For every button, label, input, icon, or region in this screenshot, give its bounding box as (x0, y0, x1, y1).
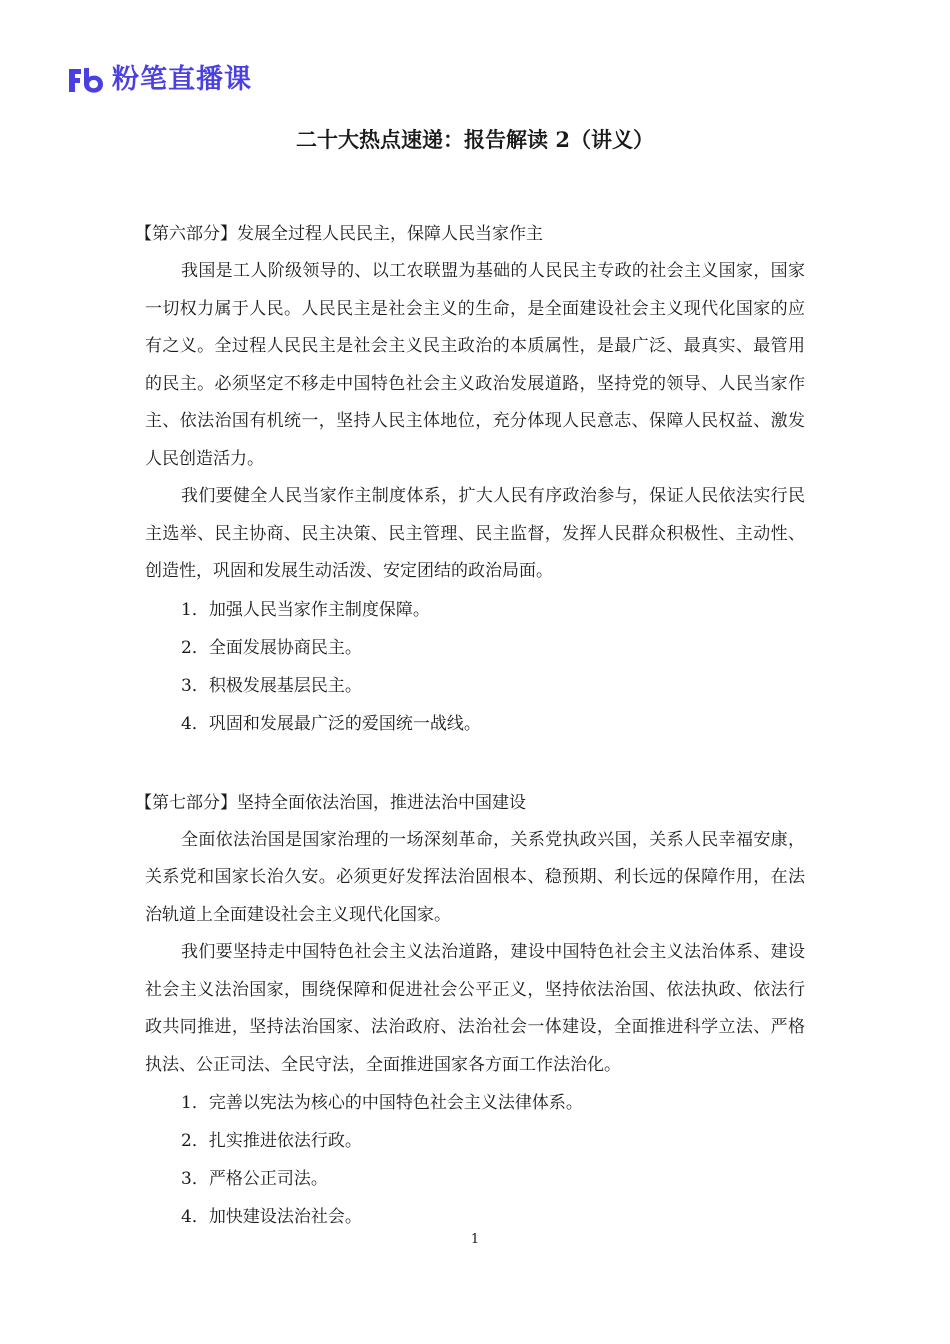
brand-name: 粉笔直播课 (112, 64, 252, 95)
list-item: 3．严格公正司法。 (181, 1169, 328, 1189)
numbered-list (145, 1084, 805, 1236)
list-item: 4．加快建设法治社会。 (181, 1207, 362, 1227)
paragraph: 全面依法治国是国家治理的一场深刻革命，关系党执政兴国，关系人民幸福安康，关系党和国家长治久安。必须更好发挥法治固根本、稳预期、利长远的保障作用，在法治轨道上全面建设社会主义现代化国家。 (145, 829, 805, 925)
document-title: 二十大热点速递：报告解读 2（讲义） (296, 127, 654, 152)
list-item: 2．扎实推进依法行政。 (181, 1131, 362, 1151)
section-part-seven (135, 785, 805, 1237)
list-item: 1．完善以宪法为核心的中国特色社会主义法律体系。 (181, 1093, 583, 1113)
fenbi-logo-icon (66, 64, 106, 96)
brand-header (66, 62, 252, 98)
list-item: 4．巩固和发展最广泛的爱国统一战线。 (181, 713, 481, 734)
section-part-six (135, 216, 805, 743)
paragraph: 我们要坚持走中国特色社会主义法治道路，建设中国特色社会主义法治体系、建设社会主义法治国家，围绕保障和促进社会公平正义，坚持依法治国、依法执政、依法行政共同推进，坚持法治国家、法治政府、法治社会一体建设，全面推进科学立法、严格执法、公正司法、全民守法，全面推进国家各方面工作法治化。 (145, 942, 805, 1075)
document-body (135, 216, 805, 1236)
paragraph: 我国是工人阶级领导的、以工农联盟为基础的人民民主专政的社会主义国家，国家一切权力属于人民。人民民主是社会主义的生命，是全面建设社会主义现代化国家的应有之义。全过程人民民主是社会主义民主政治的本质属性，是最广泛、最真实、最管用的民主。必须坚定不移走中国特色社会主义政治发展道路，坚持党的领导、人民当家作主、依法治国有机统一，坚持人民主体地位，充分体现人民意志、保障人民权益、激发人民创造活力。 (145, 261, 805, 469)
section-heading: 【第七部分】坚持全面依法治国，推进法治中国建设 (135, 792, 526, 813)
list-item: 1．加强人民当家作主制度保障。 (181, 599, 430, 620)
list-item: 3．积极发展基层民主。 (181, 675, 362, 696)
paragraph: 我们要健全人民当家作主制度体系，扩大人民有序政治参与，保证人民依法实行民主选举、民主协商、民主决策、民主管理、民主监督，发挥人民群众积极性、主动性、创造性，巩固和发展生动活泼、安定团结的政治局面。 (145, 486, 805, 581)
list-item: 2．全面发展协商民主。 (181, 637, 362, 658)
page-number: 1 (470, 1232, 480, 1247)
numbered-list (145, 591, 805, 743)
section-heading: 【第六部分】发展全过程人民民主，保障人民当家作主 (135, 224, 543, 244)
